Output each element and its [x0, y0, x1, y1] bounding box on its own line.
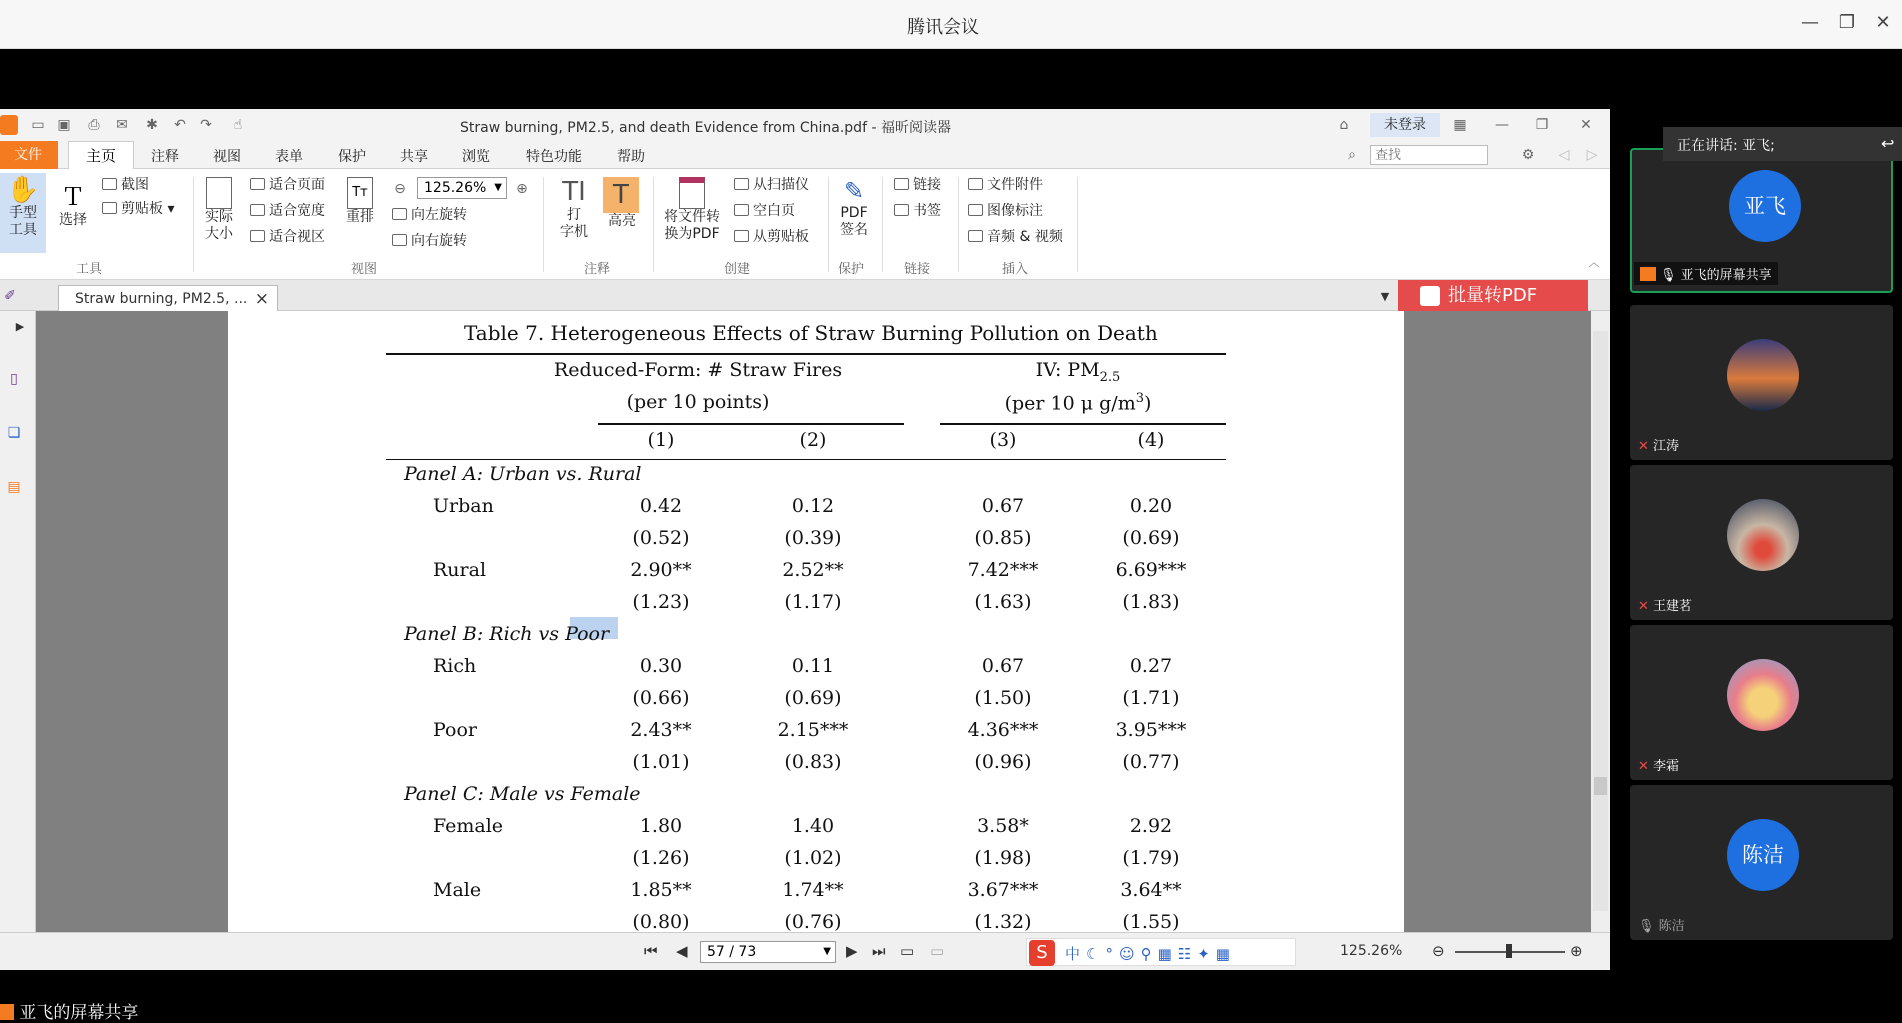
table-cell: (0.80) [632, 911, 690, 932]
row-label-urban: Urban [433, 495, 494, 517]
participants-pane [1630, 118, 1896, 958]
table-cell: (0.76) [784, 911, 842, 932]
col-header-1: (1) [647, 429, 675, 451]
participant-tile[interactable] [1630, 785, 1893, 940]
highlight-button[interactable] [603, 177, 641, 230]
reader-statusbar [0, 932, 1610, 970]
row-label-rich: Rich [433, 655, 477, 677]
table-cell: 3.64** [1120, 879, 1182, 901]
host-icon [0, 1004, 14, 1020]
image-annot-button[interactable] [968, 203, 1043, 220]
fit-width-label: 适合宽度 [269, 203, 325, 219]
menu-share[interactable]: 共享 [400, 149, 428, 165]
create-icon[interactable]: ✱ [146, 117, 158, 133]
mic-muted-icon: ✕ [1638, 439, 1649, 454]
bottom-share-text: 亚飞的屏幕共享 [19, 1003, 139, 1023]
speaking-text: 正在讲话: 亚飞; [1677, 138, 1775, 154]
avatar: 陈洁 [1727, 819, 1799, 891]
blank-page-button[interactable] [734, 203, 795, 220]
table-cell: (1.98) [974, 847, 1032, 869]
attachment-label: 文件附件 [987, 177, 1043, 193]
zoom-slider-handle[interactable] [1506, 944, 1512, 958]
rotate-left-icon [392, 208, 407, 220]
table-cell: 0.67 [981, 655, 1025, 677]
annotate-group-label: 注释 [584, 262, 611, 277]
group2-header [978, 359, 1178, 385]
host-icon [1640, 267, 1656, 281]
tab-close-icon[interactable]: × [254, 289, 269, 309]
email-icon[interactable]: ✉ [116, 117, 128, 133]
mic-muted-icon: ✕ [1638, 759, 1649, 774]
rotate-right-label: 向右旋转 [411, 233, 467, 249]
text-select-icon: Ｔ [61, 183, 85, 211]
open-icon[interactable]: ▭ [31, 117, 45, 133]
meeting-app-title: 腾讯会议 [907, 17, 979, 38]
save-icon[interactable]: ▣ [57, 117, 71, 133]
col-header-4: (4) [1137, 429, 1165, 451]
pdf-sign-button[interactable] [835, 177, 873, 239]
first-page-icon[interactable]: ⏮ [644, 942, 658, 960]
document-icon [1420, 286, 1440, 306]
attachment-button[interactable] [968, 177, 1043, 194]
table-cell: 0.11 [791, 655, 835, 677]
participant-caption [1634, 262, 1778, 285]
group2-label: IV: PM [1035, 359, 1100, 381]
menu-browse[interactable]: 浏览 [462, 149, 490, 165]
protect-group-label: 保护 [838, 262, 865, 277]
actual-size-button[interactable] [201, 177, 237, 243]
document-view[interactable] [36, 311, 1591, 932]
row-label-poor: Poor [433, 719, 477, 741]
pen-icon: ✎ [843, 177, 865, 205]
from-clipboard-label: 从剪贴板 [753, 229, 809, 245]
next-page-icon[interactable]: ▶ [846, 942, 858, 960]
avatar [1727, 339, 1799, 411]
table-cell: (0.85) [974, 527, 1032, 549]
blank-page-icon [734, 204, 749, 216]
shared-screen [0, 109, 1610, 970]
table-cell: 0.12 [791, 495, 835, 517]
table-cell: 6.69*** [1115, 559, 1187, 581]
mic-muted-icon: ✕ [1638, 599, 1649, 614]
zoom-select[interactable] [417, 177, 507, 199]
snapshot-button[interactable] [102, 177, 149, 194]
layers-icon[interactable]: ❏ [7, 425, 21, 441]
from-scanner-button[interactable] [734, 177, 809, 194]
zoom-status: 125.26% [1340, 943, 1403, 959]
reader-window-title: Straw burning, PM2.5, and death Evidence from China.pdf - 福昕阅读器 [460, 120, 951, 136]
rotate-left-label: 向左旋转 [411, 207, 467, 223]
table-cell: (1.63) [974, 591, 1032, 613]
actual-size-label: 实际 大小 [205, 209, 233, 242]
links-group-label: 链接 [904, 262, 931, 277]
hand-tool-button[interactable] [0, 173, 46, 253]
group2-subscript: 2.5 [1099, 369, 1121, 385]
close-icon[interactable]: ✕ [1875, 12, 1891, 33]
group1-rule [598, 423, 904, 425]
table-cell: (0.52) [632, 527, 690, 549]
clipboard-button[interactable]: 剪贴板 ▾ [102, 201, 174, 218]
menu-annotate[interactable]: 注释 [151, 149, 179, 165]
table-cell: 2.15*** [777, 719, 849, 741]
panel-a-title: Panel A: Urban vs. Rural [404, 463, 642, 485]
fit-page-icon [250, 178, 265, 190]
image-annot-label: 图像标注 [987, 203, 1043, 219]
speaking-indicator [1663, 127, 1902, 161]
table-cell: (1.55) [1122, 911, 1180, 932]
participant-name [1638, 595, 1692, 614]
participant-tile[interactable] [1630, 305, 1893, 460]
table-cell: 0.30 [639, 655, 683, 677]
video-icon [968, 230, 983, 242]
document-tab[interactable] [58, 285, 278, 312]
scroll-thumb[interactable] [1594, 777, 1607, 795]
insert-group-label: 插入 [1002, 262, 1029, 277]
pages-icon[interactable]: ▯ [10, 371, 18, 387]
audio-video-label: 音频 & 视频 [987, 229, 1063, 245]
rotate-right-icon [392, 234, 407, 246]
chevron-down-icon: ▼ [823, 946, 831, 957]
ribbon-separator [958, 177, 959, 272]
table-cell: (1.79) [1122, 847, 1180, 869]
undo-icon[interactable]: ↶ [174, 117, 186, 133]
reflow-button[interactable] [344, 177, 376, 226]
participant-name-text: 王建茗 [1653, 599, 1693, 614]
menu-protect[interactable]: 保护 [338, 149, 366, 165]
restore-icon[interactable]: ❐ [1838, 12, 1856, 33]
redo-icon[interactable]: ↷ [200, 117, 212, 133]
group1-subheader: (per 10 points) [626, 391, 770, 413]
group1-header: Reduced-Form: # Straw Fires [553, 359, 843, 381]
prev-result-icon[interactable]: ◁ [1558, 147, 1570, 163]
back-icon[interactable]: ↩ [1881, 134, 1895, 153]
paste-icon [734, 230, 749, 242]
table-cell: (0.69) [784, 687, 842, 709]
scanner-icon [734, 178, 749, 190]
table-cell: (0.69) [1122, 527, 1180, 549]
menu-home[interactable]: 主页 [68, 141, 134, 170]
bottom-share-caption [0, 998, 138, 1023]
hand-tool-label: 手型 工具 [9, 205, 37, 238]
convert-to-pdf-button[interactable] [660, 177, 724, 243]
link-label: 链接 [913, 177, 941, 193]
hand-dropdown-icon[interactable]: ☝ [233, 117, 243, 133]
reflow-icon: Tт [347, 177, 373, 209]
clipboard-icon [102, 202, 117, 214]
reader-menubar [0, 141, 1610, 169]
search-input[interactable] [1370, 145, 1488, 165]
ribbon-separator [193, 177, 194, 272]
col-header-3: (3) [989, 429, 1017, 451]
batch-convert-pdf-button[interactable] [1398, 280, 1588, 311]
ribbon-separator [1077, 177, 1078, 272]
from-scanner-label: 从扫描仪 [753, 177, 809, 193]
row-label-female: Female [433, 815, 504, 837]
select-tool-button[interactable] [54, 177, 92, 229]
typewriter-label: 打 字机 [560, 207, 588, 240]
col-header-2: (2) [799, 429, 827, 451]
minimize-icon[interactable]: — [1801, 12, 1819, 33]
fit-view-button[interactable] [250, 229, 325, 246]
fit-width-button[interactable] [250, 203, 325, 220]
settings-icon[interactable]: ⚙ [1521, 147, 1535, 163]
table-cell: (0.96) [974, 751, 1032, 773]
microphone-icon: 🎙 [1660, 268, 1677, 283]
batch-convert-label: 批量转PDF [1448, 285, 1538, 306]
avatar: 亚飞 [1729, 170, 1801, 242]
group2-subheader [948, 391, 1208, 414]
row-label-male: Male [433, 879, 482, 901]
create-group-label: 创建 [724, 262, 751, 277]
reflow-label: 重排 [346, 209, 374, 225]
sogou-logo-icon[interactable]: S [1029, 940, 1055, 966]
table-cell: 0.67 [981, 495, 1025, 517]
zoom-value: 125.26% [424, 180, 487, 196]
menu-features[interactable]: 特色功能 [526, 149, 582, 165]
select-tool-label: 选择 [59, 212, 87, 228]
menu-form[interactable]: 表单 [275, 149, 303, 165]
table-cell: 3.95*** [1115, 719, 1187, 741]
reader-minimize-icon[interactable]: — [1495, 117, 1509, 133]
highlight-label: 高亮 [608, 213, 636, 229]
ime-tool-icons[interactable]: 中☾°☺⚲▦☷✦▦ [1065, 945, 1236, 963]
panel-b-title: Panel B: Rich vs Poor [404, 623, 610, 645]
snapshot-label: 截图 [121, 177, 149, 193]
table-cell: 2.43** [630, 719, 692, 741]
link-button[interactable] [894, 177, 941, 194]
scroll-track[interactable] [1593, 331, 1608, 911]
camera-icon [102, 178, 117, 190]
paperclip-icon [968, 178, 983, 190]
audio-video-button[interactable] [968, 229, 1063, 246]
menu-file[interactable]: 文件 [0, 141, 58, 169]
table-cell: 2.90** [630, 559, 692, 581]
prev-page-icon[interactable]: ◀ [676, 942, 688, 960]
menu-help[interactable]: 帮助 [617, 149, 645, 165]
foxit-logo [0, 115, 18, 135]
table-cell: (1.26) [632, 847, 690, 869]
fit-page-label: 适合页面 [269, 177, 325, 193]
table-cell: (0.39) [784, 527, 842, 549]
table-cell: (1.32) [974, 911, 1032, 932]
participant-tile[interactable] [1630, 465, 1893, 620]
left-nav-panel [0, 311, 36, 932]
reader-close-icon[interactable]: ✕ [1580, 117, 1592, 133]
participant-tile[interactable] [1630, 148, 1893, 293]
blank-page-label: 空白页 [753, 203, 795, 219]
reader-ribbon [0, 169, 1610, 280]
skin-icon[interactable]: ⌂ [1339, 117, 1349, 133]
group2-superscript: 3 [1135, 391, 1144, 406]
table-cell: 3.67*** [967, 879, 1039, 901]
participant-name [1638, 755, 1679, 774]
fit-view-icon [250, 230, 265, 242]
typewriter-icon: TI [562, 177, 586, 207]
sign-icon[interactable]: ✐ [4, 288, 16, 304]
zoom-out-icon[interactable]: ⊖ [1432, 942, 1445, 960]
two-page-icon[interactable]: ▭ [930, 942, 945, 960]
group2-rule [940, 423, 1226, 425]
expand-panel-icon[interactable]: ▶ [15, 320, 25, 333]
find-folder-icon[interactable]: ⌕ [1348, 147, 1356, 163]
fit-width-icon [250, 204, 265, 216]
table-cell: 1.40 [791, 815, 835, 837]
rotate-right-button[interactable] [392, 233, 467, 250]
participant-name [1638, 915, 1685, 934]
zoom-in-icon[interactable]: ⊕ [516, 181, 528, 197]
table-cell: 7.42*** [967, 559, 1039, 581]
meeting-titlebar [0, 0, 1902, 49]
table-cell: 1.80 [639, 815, 683, 837]
typewriter-button[interactable] [555, 177, 593, 241]
ribbon-separator [828, 177, 829, 272]
link-icon [894, 178, 909, 190]
table-cell: 0.27 [1129, 655, 1173, 677]
group2-close: ) [1144, 392, 1152, 415]
avatar [1727, 659, 1799, 731]
view-group-label: 视图 [351, 262, 378, 277]
last-page-icon[interactable]: ⏭ [872, 942, 886, 960]
print-icon[interactable]: ⎙ [88, 117, 100, 133]
microphone-icon: 🎙 [1638, 919, 1655, 934]
table-cell: (0.83) [784, 751, 842, 773]
table-cell: 1.85** [630, 879, 692, 901]
participant-name-text: 陈洁 [1658, 919, 1685, 934]
single-page-icon[interactable]: ▭ [900, 942, 915, 960]
ime-toolbar [1026, 938, 1296, 966]
bookmark-button[interactable] [894, 203, 941, 220]
table-cell: 3.58* [977, 815, 1029, 837]
group2-unit: (per 10 μ g/m [1004, 392, 1136, 415]
clipboard-label: 剪贴板 [121, 201, 163, 217]
ribbon-separator [543, 177, 544, 272]
chevron-down-icon: ▼ [494, 182, 502, 193]
reader-restore-icon[interactable]: ❐ [1535, 117, 1549, 133]
table-cell: 0.20 [1129, 495, 1173, 517]
menu-view[interactable]: 视图 [213, 149, 241, 165]
collapse-ribbon-icon[interactable]: ︿ [1588, 256, 1600, 269]
document-tabbar [0, 280, 1610, 311]
tab-list-chevron-icon[interactable]: ▼ [1380, 290, 1390, 303]
next-result-icon[interactable]: ▷ [1586, 147, 1598, 163]
participant-name-text: 江涛 [1653, 439, 1680, 454]
participant-tile[interactable] [1630, 625, 1893, 780]
header-rule [386, 459, 1226, 460]
table-cell: (0.77) [1122, 751, 1180, 773]
page-number-input[interactable] [700, 941, 836, 963]
zoom-in-icon[interactable]: ⊕ [1570, 942, 1583, 960]
pdf-page [228, 311, 1404, 932]
table-cell: 4.36*** [967, 719, 1039, 741]
tools-group-label: 工具 [76, 262, 103, 277]
ribbon-separator [882, 177, 883, 272]
convert-icon [679, 177, 705, 209]
participant-name [1638, 435, 1679, 454]
grid-icon[interactable]: ▦ [1453, 117, 1467, 133]
table-cell: (1.02) [784, 847, 842, 869]
avatar [1727, 499, 1799, 571]
share-caption: 亚飞的屏幕共享 [1680, 268, 1772, 283]
table-cell: (1.83) [1122, 591, 1180, 613]
image-icon [968, 204, 983, 216]
table-cell: 2.52** [782, 559, 844, 581]
ribbon-separator [653, 177, 654, 272]
bookmark-icon [894, 204, 909, 216]
participant-name-text: 李霜 [1653, 759, 1680, 774]
table-cell: 0.42 [639, 495, 683, 517]
table-cell: (1.50) [974, 687, 1032, 709]
document-tab-label: Straw burning, PM2.5, ... [75, 291, 248, 307]
bookmark-label: 书签 [913, 203, 941, 219]
hand-icon: ✋ [6, 175, 40, 205]
fit-view-label: 适合视区 [269, 229, 325, 245]
table-top-rule [386, 353, 1226, 355]
table-cell: (1.71) [1122, 687, 1180, 709]
fit-page-button[interactable] [250, 177, 325, 194]
pdf-sign-label: PDF 签名 [840, 205, 868, 238]
page-indicator: 57 / 73 [707, 944, 757, 960]
comments-icon[interactable]: ▤ [7, 479, 21, 495]
table-title: Table 7. Heterogeneous Effects of Straw Burning Pollution on Death [464, 321, 1158, 345]
table-cell: (1.23) [632, 591, 690, 613]
convert-label: 将文件转 换为PDF [664, 209, 720, 242]
reader-titlebar [0, 109, 1610, 141]
rotate-left-button[interactable] [392, 207, 467, 224]
row-label-rural: Rural [433, 559, 487, 581]
table-cell: (1.01) [632, 751, 690, 773]
page-icon [206, 177, 232, 209]
vertical-scrollbar[interactable] [1591, 311, 1610, 932]
panel-c-title: Panel C: Male vs Female [404, 783, 641, 805]
table-cell: (1.17) [784, 591, 842, 613]
login-button[interactable]: 未登录 [1370, 113, 1440, 137]
table-cell: (0.66) [632, 687, 690, 709]
table-cell: 1.74** [782, 879, 844, 901]
highlight-icon: T [603, 177, 639, 213]
zoom-out-icon[interactable]: ⊖ [394, 181, 406, 197]
table-cell: 2.92 [1129, 815, 1173, 837]
from-clipboard-button[interactable] [734, 229, 809, 246]
